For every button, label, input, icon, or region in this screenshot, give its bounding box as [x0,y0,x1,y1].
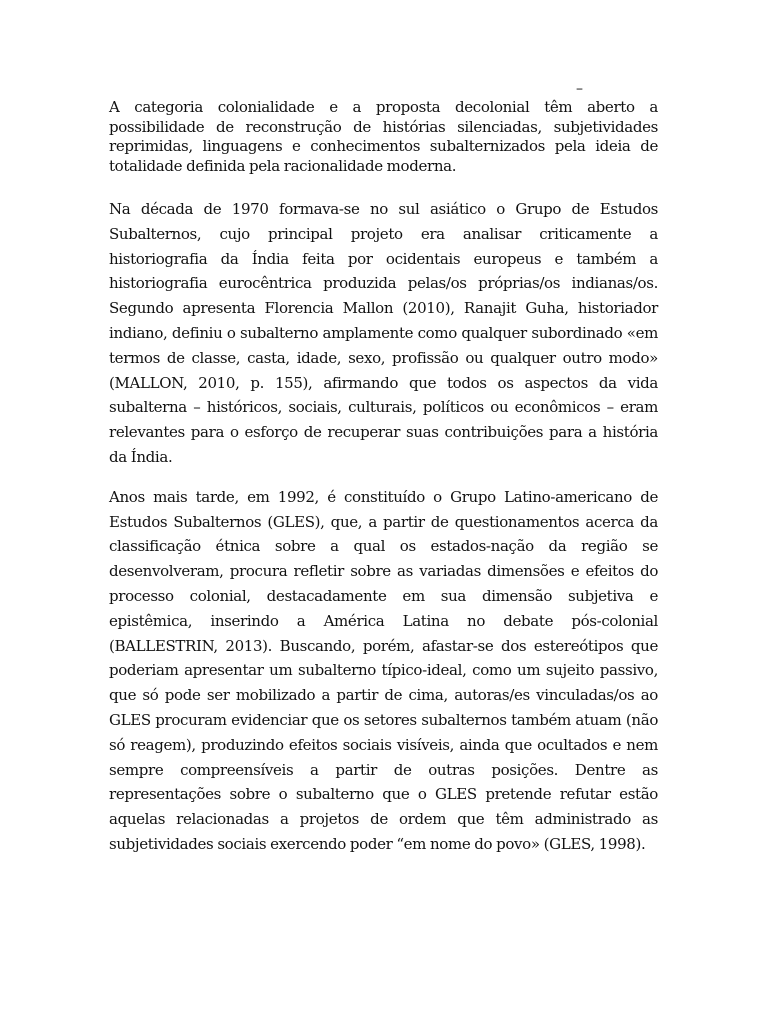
paragraph-2: Na década de 1970 formava-se no sul asiático o Grupo de Estudos Subalternos, cujo principal projeto era analisar criticamente a historiografia da Índia feita por ocidentais europeus e também a historiografia eurocêntrica produzida pelas/os próprias/os indianas/os. Segundo apresenta Florencia Mallon (2010), Ranajit Guha, historiador indiano, definiu o subalterno amplamente como qualquer subordinado «em termos de classe, casta, idade, sexo, profissão ou qualquer outro modo» (MALLON, 2010, p. 155), afirmando que todos os aspectos da vida subalterna – históricos, sociais, culturais, políticos ou econômicos – eram relevantes para o esforço de recuperar suas contribuições para a história da Índia. [109,200,658,466]
header-dash: – [576,81,583,97]
paragraph-3: Anos mais tarde, em 1992, é constituído o Grupo Latino-americano de Estudos Subalternos (GLES), que, a partir de questionamentos acerca da classificação étnica sobre a qual os estados-nação da região se desenvolveram, procura refletir sobre as variadas dimensões e efeitos do processo colonial, destacadamente em sua dimensão subjetiva e epistêmica, inserindo a América Latina no debate pós-colonial (BALLESTRIN, 2013). Buscando, porém, afastar-se dos estereótipos que poderiam apresentar um subalterno típico-ideal, como um sujeito passivo, que só pode ser mobilizado a partir de cima, autoras/es vinculadas/os ao GLES procuram evidenciar que os setores subalternos também atuam (não só reagem), produzindo efeitos sociais visíveis, ainda que ocultados e nem sempre compreensíveis a partir de outras posições. Dentre as representações sobre o subalterno que o GLES pretende refutar estão aquelas relacionadas a projetos de ordem que têm administrado as subjetividades sociais exercendo poder “em nome do povo» (GLES, 1998). [109,487,658,853]
document-page [109,81,658,857]
paragraph-1: A categoria colonialidade e a proposta decolonial têm aberto a possibilidade de reconstrução de histórias silenciadas, subjetividades reprimidas, linguagens e conhecimentos subalternizados pela ideia de totalidade definida pela racionalidade moderna. [109,98,658,175]
